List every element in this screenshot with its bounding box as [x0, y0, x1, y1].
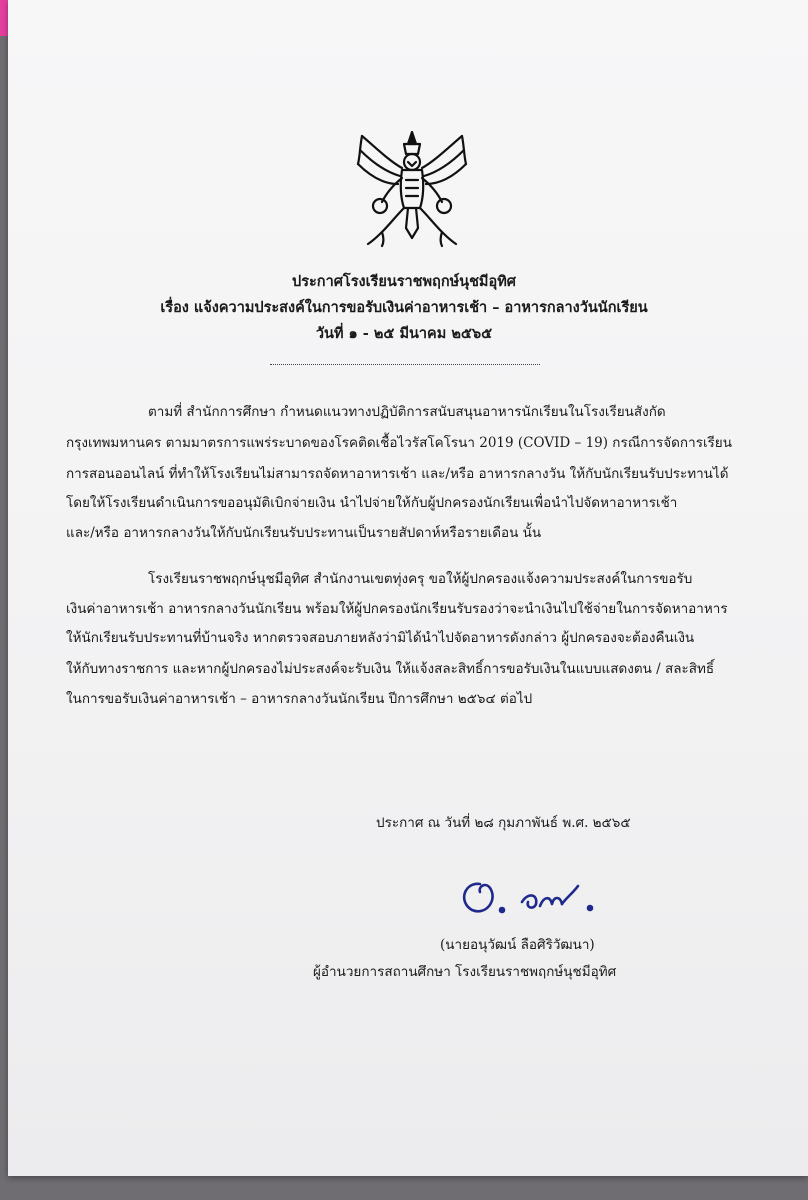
para2-line-4: ให้กับทางราชการ และหากผู้ปกครองไม่ประสงค์จะรับเงิน ให้แจ้งสละสิทธิ์การขอรับเงินในแบบแสดงตน / สละสิทธิ์	[66, 661, 715, 677]
garuda-emblem-icon	[352, 128, 472, 248]
para1-line-5: และ/หรือ อาหารกลางวันให้กับนักเรียนรับประทานเป็นรายสัปดาห์หรือรายเดือน นั้น	[66, 525, 542, 541]
para1-line-4: โดยให้โรงเรียนดำเนินการขออนุมัติเบิกจ่ายเงิน นำไปจ่ายให้กับผู้ปกครองนักเรียนเพื่อนำไปจัดหาอาหารเช้า	[66, 495, 678, 511]
para2-line-5: ในการขอรับเงินค่าอาหารเช้า – อาหารกลางวันนักเรียน ปีการศึกษา ๒๕๖๔ ต่อไป	[66, 691, 533, 707]
announcement-subject: เรื่อง แจ้งความประสงค์ในการขอรับเงินค่าอาหารเช้า – อาหารกลางวันนักเรียน	[160, 299, 648, 316]
para2-line-1: โรงเรียนราชพฤกษ์นุชมีอุทิศ สำนักงานเขตทุ่งครุ ขอให้ผู้ปกครองแจ้งความประสงค์ในการขอรับ	[148, 571, 693, 587]
announcement-title: ประกาศโรงเรียนราชพฤกษ์นุชมีอุทิศ	[292, 273, 516, 290]
signature-mark	[450, 872, 620, 922]
para2-line-3: ให้นักเรียนรับประทานที่บ้านจริง หากตรวจสอบภายหลังว่ามิได้นำไปจัดอาหารดังกล่าว ผู้ปกครองจะต้องคืนเงิน	[66, 630, 695, 646]
announce-date: ประกาศ ณ วันที่ ๒๘ กุมภาพันธ์ พ.ศ. ๒๕๖๕	[376, 815, 631, 831]
para1-line-1: ตามที่ สำนักการศึกษา กำหนดแนวทางปฏิบัติการสนับสนุนอาหารนักเรียนในโรงเรียนสังกัด	[148, 404, 666, 420]
signer-position: ผู้อำนวยการสถานศึกษา โรงเรียนราชพฤกษ์นุชมีอุทิศ	[313, 964, 617, 980]
para2-line-2: เงินค่าอาหารเช้า อาหารกลางวันนักเรียน พร้อมให้ผู้ปกครองนักเรียนรับรองว่าจะนำเงินไปใช้จ่ายในการจัดหาอาหาร	[66, 601, 728, 617]
announcement-date: วันที่ ๑ - ๒๕ มีนาคม ๒๕๖๕	[315, 325, 493, 342]
dotted-divider	[270, 364, 540, 365]
para1-line-3: การสอนออนไลน์ ที่ทำให้โรงเรียนไม่สามารถจัดหาอาหารเช้า และ/หรือ อาหารกลางวัน ให้กับนักเรียนรับประทานได้	[66, 466, 729, 482]
para1-line-2: กรุงเทพมหานคร ตามมาตรการแพร่ระบาดของโรคติดเชื้อไวรัสโคโรนา 2019 (COVID – 19) กรณีการจัดการเรียน	[66, 435, 732, 451]
signer-name: (นายอนุวัฒน์ ลือศิริวัฒนา)	[440, 937, 595, 953]
